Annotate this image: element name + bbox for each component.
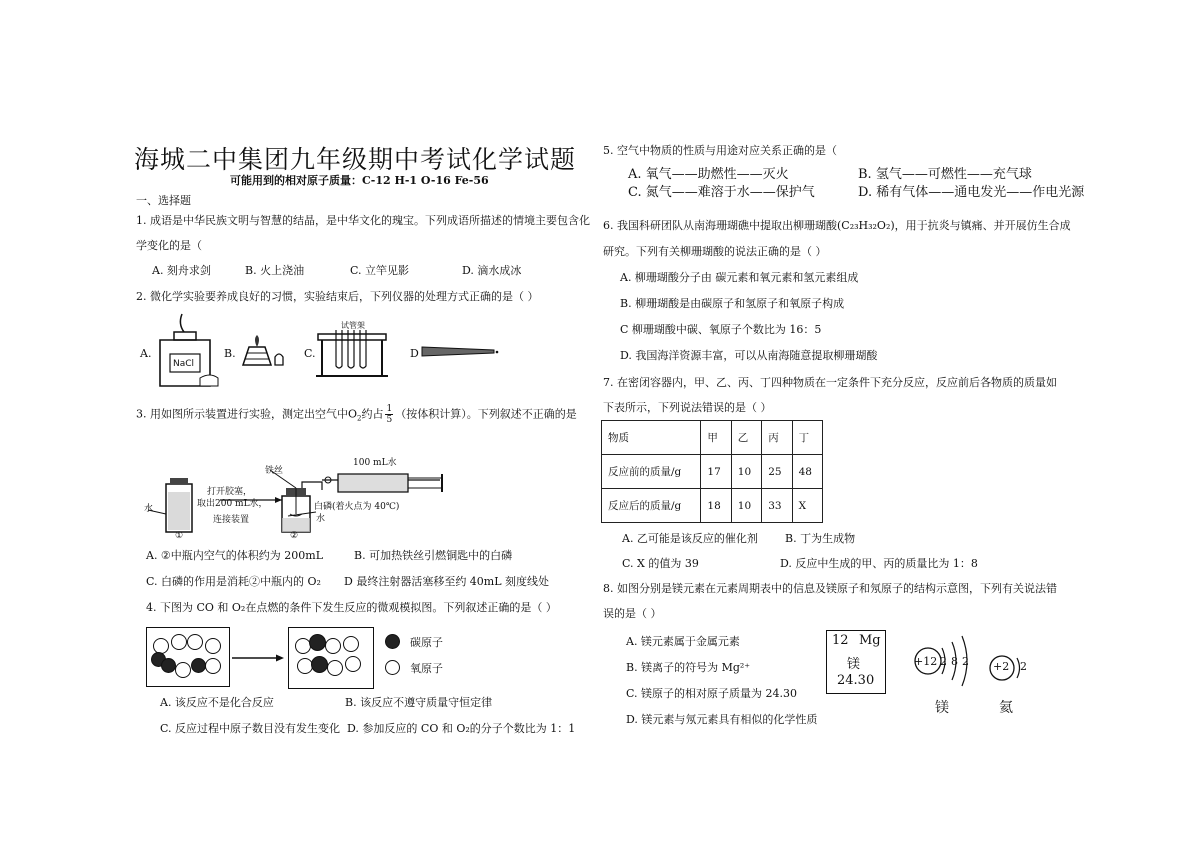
mg-nucleus: +12 bbox=[914, 655, 938, 668]
q4-stem: 4. 下图为 CO 和 O₂在点燃的条件下发生反应的微观模拟图。下列叙述正确的是（ ） bbox=[146, 601, 557, 614]
q6-option-a: A. 柳珊瑚酸分子由 碳元素和氧元素和氢元素组成 bbox=[620, 271, 859, 284]
mg-shell1: 2 bbox=[940, 655, 947, 668]
table-cell: 10 bbox=[731, 455, 761, 489]
table-header-cell: 乙 bbox=[731, 421, 761, 455]
element-symbol: Mg bbox=[859, 633, 881, 648]
oxygen-experiment-diagram bbox=[140, 462, 450, 540]
table-cell: 17 bbox=[701, 455, 731, 489]
q3-label-water2: 水 bbox=[316, 514, 326, 524]
q8-option-c: C. 镁原子的相对原子质量为 24.30 bbox=[626, 687, 798, 700]
q3-mark-2: ② bbox=[290, 531, 299, 541]
table-row bbox=[602, 455, 823, 489]
ne-nucleus: +2 bbox=[993, 660, 1010, 673]
ne-atom-label: 氦 bbox=[999, 700, 1013, 716]
q6-stem-line2: 研究。下列有关柳珊瑚酸的说法正确的是（ ） bbox=[603, 245, 827, 258]
reaction-arrow-icon bbox=[232, 654, 286, 662]
table-cell: 10 bbox=[731, 489, 761, 523]
atomic-mass-note: 可能用到的相对原子质量：C-12 H-1 O-16 Fe-56 bbox=[230, 174, 489, 187]
q4-products-box bbox=[288, 627, 374, 689]
q4-reactants-box bbox=[146, 627, 230, 687]
q3-option-c: C. 白磷的作用是消耗②中瓶内的 O₂ bbox=[146, 575, 321, 588]
q2-label-c: C. bbox=[304, 347, 316, 360]
q3-label-syringe: 100 mL水 bbox=[353, 458, 397, 468]
q3-label-open: 打开胶塞， bbox=[207, 487, 253, 497]
carbon-atom-icon bbox=[385, 634, 400, 649]
q4-option-c: C. 反应过程中原子数目没有发生变化 bbox=[160, 722, 341, 735]
table-row bbox=[602, 489, 823, 523]
mg-shell3: 2 bbox=[962, 655, 969, 668]
q3-label-phosphorus: 白磷(着火点为 40℃) bbox=[314, 502, 400, 512]
test-tube-rack-label: 试管架 bbox=[341, 321, 365, 330]
table-cell: 25 bbox=[762, 455, 792, 489]
q3-option-a: A. ②中瓶内空气的体积约为 200mL bbox=[146, 549, 324, 562]
q5-option-a: A. 氧气——助燃性——灭火 bbox=[628, 167, 789, 182]
q3-label-take: 取出200 mL水， bbox=[197, 499, 268, 509]
q5-option-d: D. 稀有气体——通电发光——作电光源 bbox=[858, 185, 1085, 200]
q7-option-d: D. 反应中生成的甲、丙的质量比为 1：8 bbox=[780, 557, 978, 570]
q2-label-d: D bbox=[410, 347, 419, 360]
table-cell: 18 bbox=[701, 489, 731, 523]
page-title: 海城二中集团九年级期中考试化学试题 bbox=[134, 145, 577, 174]
q1-option-c: C. 立竿见影 bbox=[350, 264, 410, 277]
q2-stem: 2. 微化学实验要养成良好的习惯，实验结束后，下列仪器的处理方式正确的是（ ） bbox=[136, 290, 539, 303]
q8-stem-line1: 8. 如图分别是镁元素在元素周期表中的信息及镁原子和氖原子的结构示意图，下列有关说法错 bbox=[603, 582, 1057, 595]
table-cell: 反应前的质量/g bbox=[602, 455, 701, 489]
q7-stem-line1: 7. 在密闭容器内，甲、乙、丙、丁四种物质在一定条件下充分反应，反应前后各物质的质量如 bbox=[603, 376, 1057, 389]
periodic-table-cell bbox=[826, 630, 886, 694]
q4-option-a: A. 该反应不是化合反应 bbox=[160, 696, 274, 709]
q1-option-a: A. 刻舟求剑 bbox=[152, 264, 211, 277]
q7-option-c: C. X 的值为 39 bbox=[622, 557, 699, 570]
q1-stem-line2: 学变化的是（ bbox=[136, 239, 202, 252]
legend-carbon: 碳原子 bbox=[410, 636, 443, 649]
nacl-bottle-diagram bbox=[150, 310, 230, 392]
q8-option-d: D. 镁元素与氖元素具有相似的化学性质 bbox=[626, 713, 818, 726]
table-header-cell: 物质 bbox=[602, 421, 701, 455]
q7-stem-line2: 下表所示，下列说法错误的是（ ） bbox=[603, 401, 772, 414]
q3-label-connect: 连接装置 bbox=[213, 515, 250, 525]
legend-oxygen: 氧原子 bbox=[410, 662, 443, 675]
q3-label-water: 水 bbox=[144, 504, 154, 514]
q7-option-a: A. 乙可能是该反应的催化剂 bbox=[622, 532, 758, 545]
burette-diagram bbox=[420, 344, 500, 358]
table-header-cell: 丙 bbox=[762, 421, 792, 455]
q1-option-d: D. 滴水成冰 bbox=[462, 264, 522, 277]
element-name: 镁 bbox=[847, 657, 861, 672]
q3-label-iron: 铁丝 bbox=[265, 466, 284, 476]
q6-stem-line1: 6. 我国科研团队从南海珊瑚礁中提取出柳珊瑚酸(C₂₃H₃₂O₂)，用于抗炎与镇痛、并开展仿生合成 bbox=[603, 219, 1071, 232]
q4-option-d: D. 参加反应的 CO 和 O₂的分子个数比为 1：1 bbox=[347, 722, 576, 735]
q3-option-d: D 最终注射器活塞移至约 40mL 刻度线处 bbox=[344, 575, 550, 588]
q6-option-c: C 柳珊瑚酸中碳、氧原子个数比为 16：5 bbox=[620, 323, 822, 336]
nacl-label: NaCl bbox=[173, 359, 195, 369]
q1-stem-line1: 1. 成语是中华民族文明与智慧的结晶，是中华文化的瑰宝。下列成语所描述的情境主要包含化 bbox=[136, 214, 590, 227]
q5-option-c: C. 氮气——难溶于水——保护气 bbox=[628, 185, 815, 200]
q6-option-b: B. 柳珊瑚酸是由碳原子和氢原子和氧原子构成 bbox=[620, 297, 845, 310]
ne-shell1: 2 bbox=[1020, 660, 1027, 673]
mg-shell2: 8 bbox=[951, 655, 958, 668]
q5-stem: 5. 空气中物质的性质与用途对应关系正确的是（ bbox=[603, 144, 837, 157]
oxygen-atom-icon bbox=[385, 660, 400, 675]
table-header-cell: 丁 bbox=[792, 421, 822, 455]
q3-stem: 3. 用如图所示装置进行实验，测定出空气中$O_2$约占 $\frac{1}{5}$ （按体积计算）。下列叙述不正确的是 bbox=[136, 404, 577, 425]
q6-option-d: D. 我国海洋资源丰富，可以从南海随意提取柳珊瑚酸 bbox=[620, 349, 878, 362]
table-cell: 反应后的质量/g bbox=[602, 489, 701, 523]
table-header-cell: 甲 bbox=[701, 421, 731, 455]
table-cell: X bbox=[792, 489, 822, 523]
q8-option-b: B. 镁离子的符号为 Mg²⁺ bbox=[626, 661, 751, 674]
mass-table bbox=[601, 420, 823, 523]
q1-option-b: B. 火上浇油 bbox=[245, 264, 305, 277]
q3-mark-1: ① bbox=[175, 531, 184, 541]
atomic-mass: 24.30 bbox=[837, 673, 875, 688]
q2-label-a: A. bbox=[140, 347, 152, 360]
table-cell: 33 bbox=[762, 489, 792, 523]
table-cell: 48 bbox=[792, 455, 822, 489]
q8-option-a: A. 镁元素属于金属元素 bbox=[626, 635, 740, 648]
q2-label-b: B. bbox=[224, 347, 236, 360]
table-header-row bbox=[602, 421, 823, 455]
q7-option-b: B. 丁为生成物 bbox=[785, 532, 856, 545]
mg-atom-label: 镁 bbox=[935, 700, 949, 716]
atomic-number: 12 bbox=[832, 633, 849, 648]
q3-option-b: B. 可加热铁丝引燃铜匙中的白磷 bbox=[354, 549, 513, 562]
q8-stem-line2: 误的是（ ） bbox=[603, 607, 662, 620]
section-heading: 一、选择题 bbox=[136, 194, 191, 207]
q5-option-b: B. 氢气——可燃性——充气球 bbox=[858, 167, 1032, 182]
alcohol-lamp-diagram bbox=[235, 335, 287, 371]
q4-option-b: B. 该反应不遵守质量守恒定律 bbox=[345, 696, 493, 709]
